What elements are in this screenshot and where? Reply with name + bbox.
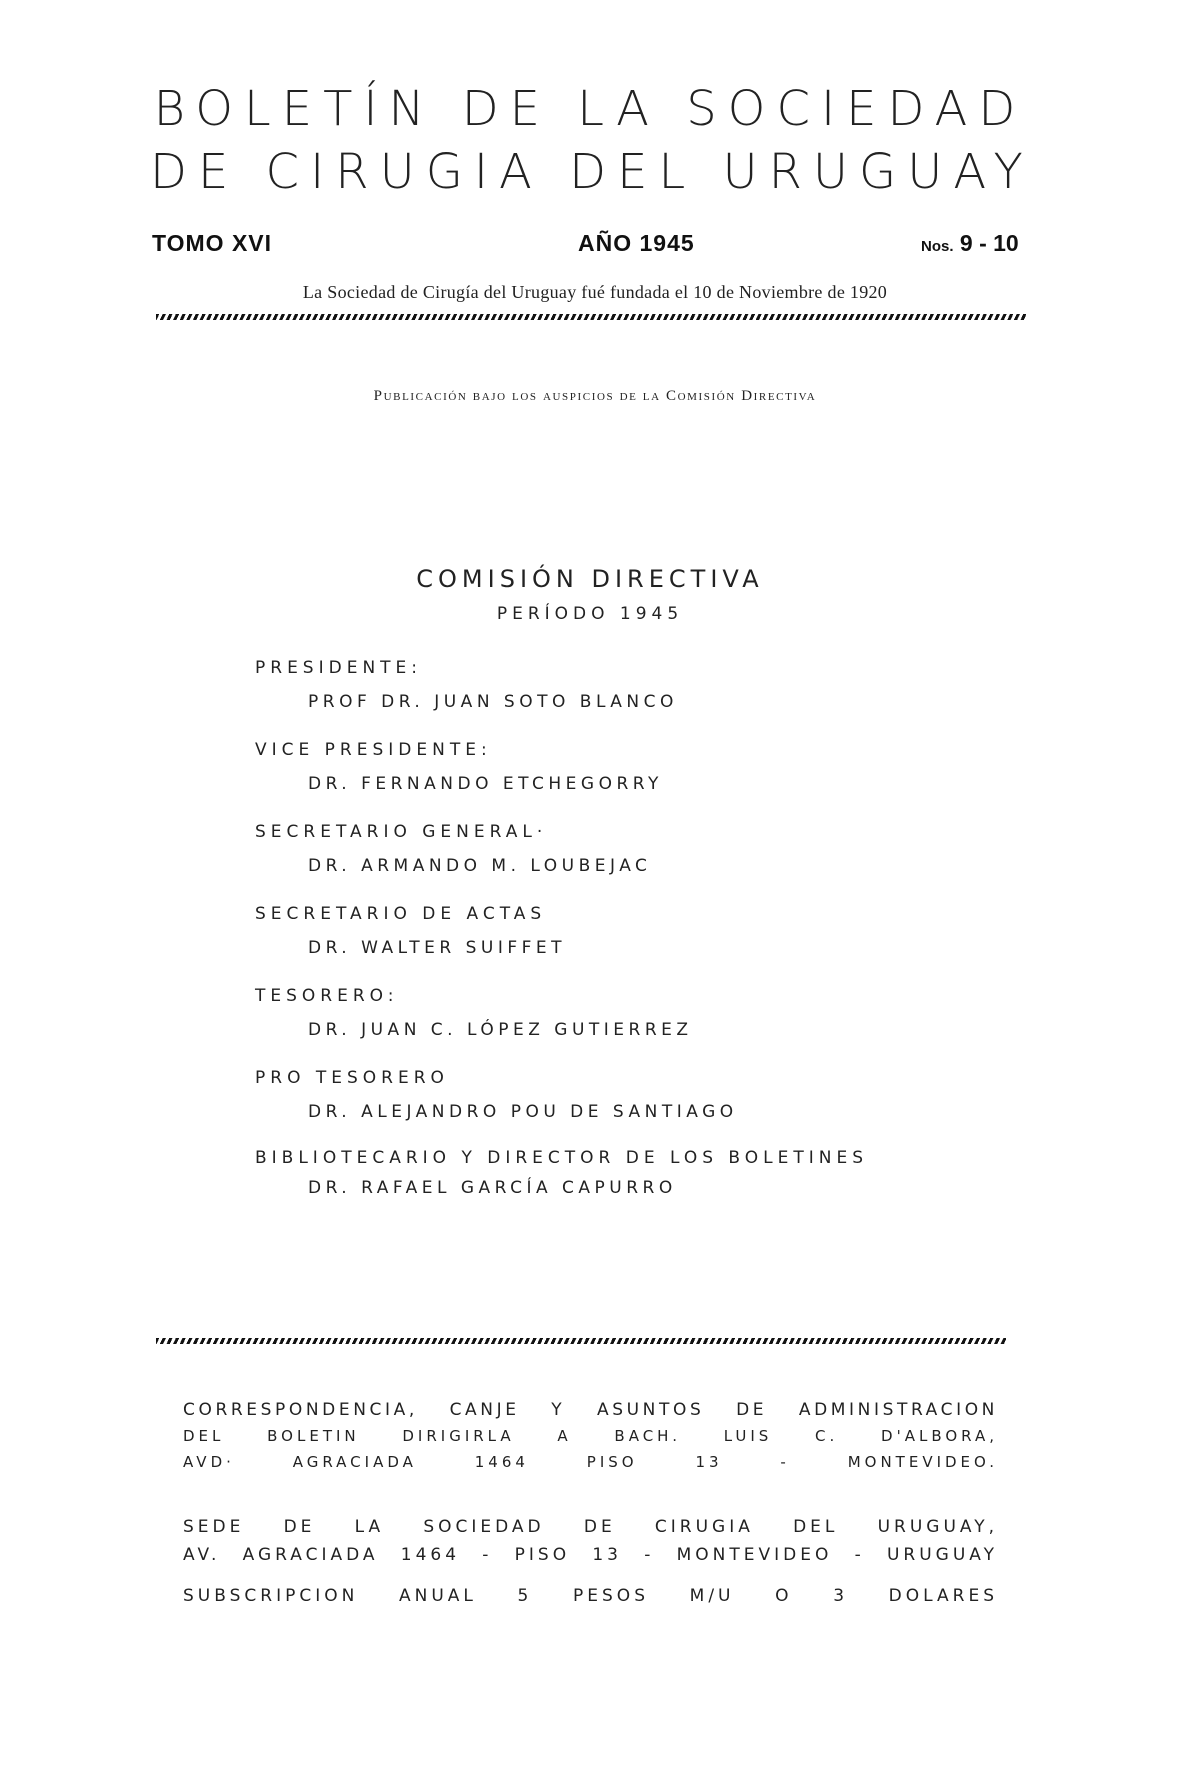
publication-note: Publicación bajo los auspicios de la Comisión Directiva <box>373 388 817 404</box>
journal-title-line-2: DE CIRUGIA DEL URUGUAY <box>150 144 1034 200</box>
role-title: TESORERO: <box>255 986 399 1006</box>
issue-numbers-prefix: Nos. <box>921 238 954 255</box>
correspondence-line: CORRESPONDENCIA, CANJE Y ASUNTOS DE ADMINISTRACION <box>183 1400 998 1420</box>
commission-title: COMISIÓN DIRECTIVA <box>416 565 764 593</box>
role-holder-name: DR. WALTER SUIFFET <box>308 938 567 958</box>
role-holder-name: DR. RAFAEL GARCÍA CAPURRO <box>308 1178 677 1198</box>
correspondence-notice <box>183 1397 998 1475</box>
role-title: PRO TESORERO <box>255 1068 449 1088</box>
journal-title-line-1: BOLETÍN DE LA SOCIEDAD <box>153 81 1027 137</box>
volume-label: TOMO XVI <box>152 230 273 256</box>
seat-line: AV. AGRACIADA 1464 - PISO 13 - MONTEVIDEO - URUGUAY <box>183 1545 998 1565</box>
role-title: VICE PRESIDENTE: <box>255 740 492 760</box>
role-holder-name: DR. FERNANDO ETCHEGORRY <box>308 774 663 794</box>
role-entry-treasurer <box>255 983 1015 1065</box>
ornamental-rule-bottom <box>156 1338 1006 1344</box>
year-label: AÑO 1945 <box>578 230 695 256</box>
role-title: PRESIDENTE: <box>255 658 423 678</box>
seat-line: SEDE DE LA SOCIEDAD DE CIRUGIA DEL URUGUAY, <box>183 1517 998 1537</box>
subscription-line: SUBSCRIPCION ANUAL 5 PESOS M/U O 3 DOLARES <box>183 1586 998 1606</box>
founding-note: La Sociedad de Cirugía del Uruguay fué fundada el 10 de Noviembre de 1920 <box>302 282 888 302</box>
role-holder-name: DR. JUAN C. LÓPEZ GUTIERREZ <box>308 1020 693 1040</box>
role-entry-secretary-general <box>255 819 1015 901</box>
role-holder-name: DR. ALEJANDRO POU DE SANTIAGO <box>308 1102 738 1122</box>
society-seat-notice <box>183 1513 998 1569</box>
role-entry-vice-president <box>255 737 1015 819</box>
role-holder-name: DR. ARMANDO M. LOUBEJAC <box>308 856 652 876</box>
role-title: BIBLIOTECARIO Y DIRECTOR DE LOS BOLETINES <box>255 1148 869 1168</box>
role-entry-president <box>255 655 1015 737</box>
role-entry-librarian <box>255 1145 1015 1227</box>
role-entry-secretary-minutes <box>255 901 1015 983</box>
ornamental-rule-top <box>156 314 1026 320</box>
commission-period: PERÍODO 1945 <box>496 604 684 624</box>
correspondence-line: AVD· AGRACIADA 1464 PISO 13 - MONTEVIDEO. <box>183 1453 998 1471</box>
subscription-notice <box>183 1582 998 1610</box>
role-entry-pro-treasurer <box>255 1065 1015 1145</box>
role-title: SECRETARIO GENERAL· <box>255 822 548 842</box>
correspondence-line: DEL BOLETIN DIRIGIRLA A BACH. LUIS C. D'ALBORA, <box>183 1427 998 1445</box>
commission-roles-list <box>255 655 1015 1227</box>
issue-numbers-value: 9 - 10 <box>959 230 1019 256</box>
issue-numbers <box>921 230 1019 257</box>
role-holder-name: PROF DR. JUAN SOTO BLANCO <box>308 692 678 712</box>
role-title: SECRETARIO DE ACTAS <box>255 904 547 924</box>
